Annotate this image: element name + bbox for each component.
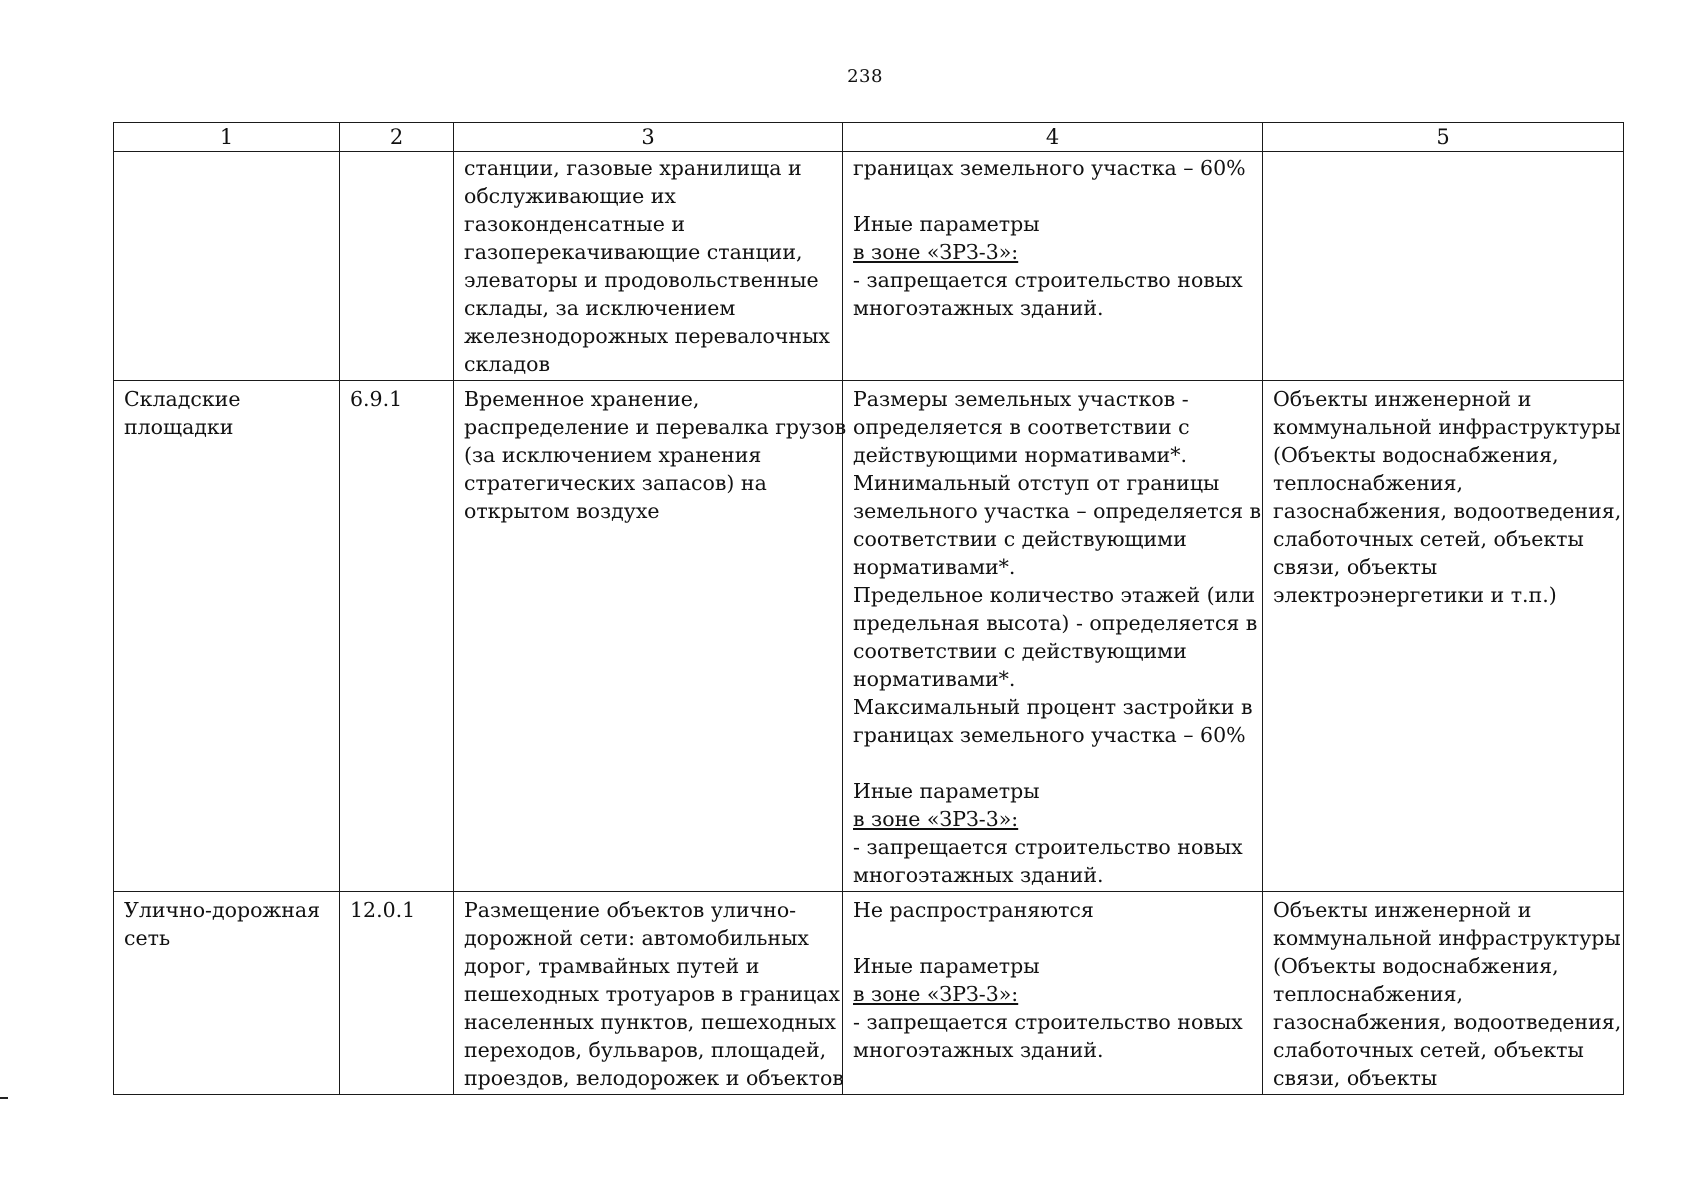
text-line: действующими нормативами*. <box>853 443 1187 467</box>
text-line: - запрещается строительство новых <box>853 268 1243 292</box>
cell-code <box>340 152 454 381</box>
text-line: стратегических запасов) на <box>464 471 767 495</box>
column-header-2: 2 <box>340 123 454 152</box>
text-line: многоэтажных зданий. <box>853 863 1104 887</box>
cell-use-name <box>114 381 340 892</box>
cell-auxiliary-uses <box>1263 152 1624 381</box>
text-line: (Объекты водоснабжения, <box>1273 954 1559 978</box>
text-line: газоснабжения, водоотведения, <box>1273 1010 1622 1034</box>
text-line: границах земельного участка – 60% <box>853 156 1246 180</box>
cell-parameters <box>843 892 1263 1095</box>
cell-use-name <box>114 892 340 1095</box>
text-line: складов <box>464 352 551 376</box>
text-line: газоконденсатные и <box>464 212 686 236</box>
text-line: Максимальный процент застройки в <box>853 695 1253 719</box>
use-code: 6.9.1 <box>350 387 403 411</box>
params-title: Иные параметры <box>853 954 1040 978</box>
table-row <box>114 381 1624 892</box>
column-header-5: 5 <box>1263 123 1624 152</box>
zone-label: в зоне «ЗРЗ-3»: <box>853 982 1019 1006</box>
text-line: железнодорожных перевалочных <box>464 324 830 348</box>
text-line: проездов, велодорожек и объектов <box>464 1066 844 1090</box>
column-header-1: 1 <box>114 123 340 152</box>
text-line: Предельное количество этажей (или <box>853 583 1256 607</box>
text-line: (за исключением хранения <box>464 443 762 467</box>
cell-parameters <box>843 152 1263 381</box>
page-number: 238 <box>847 66 883 87</box>
text-line: определяется в соответствии с <box>853 415 1190 439</box>
text-line: переходов, бульваров, площадей, <box>464 1038 827 1062</box>
text-line: газоснабжения, водоотведения, <box>1273 499 1622 523</box>
text-line: границах земельного участка – 60% <box>853 723 1246 747</box>
cell-auxiliary-uses <box>1263 381 1624 892</box>
text-line: электроэнергетики и т.п.) <box>1273 583 1557 607</box>
cell-auxiliary-uses <box>1263 892 1624 1095</box>
text-line: Не распространяются <box>853 898 1094 922</box>
text-line: Минимальный отступ от границы <box>853 471 1220 495</box>
text-line: - запрещается строительство новых <box>853 1010 1243 1034</box>
text-line: слаботочных сетей, объекты <box>1273 527 1584 551</box>
text-line: Объекты инженерной и <box>1273 387 1532 411</box>
column-header-4: 4 <box>843 123 1263 152</box>
cell-parameters <box>843 381 1263 892</box>
text-line: - запрещается строительство новых <box>853 835 1243 859</box>
text-line: слаботочных сетей, объекты <box>1273 1038 1584 1062</box>
text-line: Временное хранение, <box>464 387 700 411</box>
text-line: дорог, трамвайных путей и <box>464 954 760 978</box>
text-line: элеваторы и продовольственные <box>464 268 819 292</box>
text-line: земельного участка – определяется в <box>853 499 1262 523</box>
cell-description <box>454 381 847 892</box>
text-line: коммунальной инфраструктуры <box>1273 926 1621 950</box>
text-line: предельная высота) - определяется в <box>853 611 1258 635</box>
text-line: Улично-дорожная <box>124 898 321 922</box>
text-line: теплоснабжения, <box>1273 471 1463 495</box>
text-line: теплоснабжения, <box>1273 982 1463 1006</box>
zone-label: в зоне «ЗРЗ-3»: <box>853 240 1019 264</box>
column-header-3: 3 <box>454 123 843 152</box>
text-line: многоэтажных зданий. <box>853 1038 1104 1062</box>
params-title: Иные параметры <box>853 212 1040 236</box>
table-row <box>114 892 1624 1095</box>
text-line: сеть <box>124 926 171 950</box>
zoning-table <box>113 122 1624 1095</box>
cell-use-name <box>114 152 340 381</box>
text-line: связи, объекты <box>1273 1066 1438 1090</box>
text-line: Объекты инженерной и <box>1273 898 1532 922</box>
table-row-continuation <box>114 152 1624 381</box>
text-line: пешеходных тротуаров в границах <box>464 982 840 1006</box>
text-line: склады, за исключением <box>464 296 736 320</box>
cell-description <box>454 152 843 381</box>
use-code: 12.0.1 <box>350 898 416 922</box>
table-header-row <box>114 123 1624 152</box>
params-title: Иные параметры <box>853 779 1040 803</box>
text-line: связи, объекты <box>1273 555 1438 579</box>
text-line: (Объекты водоснабжения, <box>1273 443 1559 467</box>
text-line: населенных пунктов, пешеходных <box>464 1010 836 1034</box>
text-line: соответствии с действующими <box>853 527 1187 551</box>
text-line: Складские <box>124 387 241 411</box>
text-line: обслуживающие их <box>464 184 676 208</box>
zone-label: в зоне «ЗРЗ-3»: <box>853 807 1019 831</box>
text-line: дорожной сети: автомобильных <box>464 926 809 950</box>
cell-code <box>340 892 454 1095</box>
text-line: газоперекачивающие станции, <box>464 240 803 264</box>
text-line: многоэтажных зданий. <box>853 296 1104 320</box>
scan-edge-mark <box>0 1097 8 1099</box>
text-line: распределение и перевалка грузов <box>464 415 847 439</box>
text-line: соответствии с действующими <box>853 639 1187 663</box>
text-line: Размещение объектов улично- <box>464 898 797 922</box>
text-line: коммунальной инфраструктуры <box>1273 415 1621 439</box>
text-line: площадки <box>124 415 234 439</box>
text-line: нормативами*. <box>853 555 1016 579</box>
cell-code <box>340 381 454 892</box>
cell-description <box>454 892 843 1095</box>
text-line: открытом воздухе <box>464 499 660 523</box>
text-line: Размеры земельных участков - <box>853 387 1189 411</box>
text-line: станции, газовые хранилища и <box>464 156 802 180</box>
text-line: нормативами*. <box>853 667 1016 691</box>
